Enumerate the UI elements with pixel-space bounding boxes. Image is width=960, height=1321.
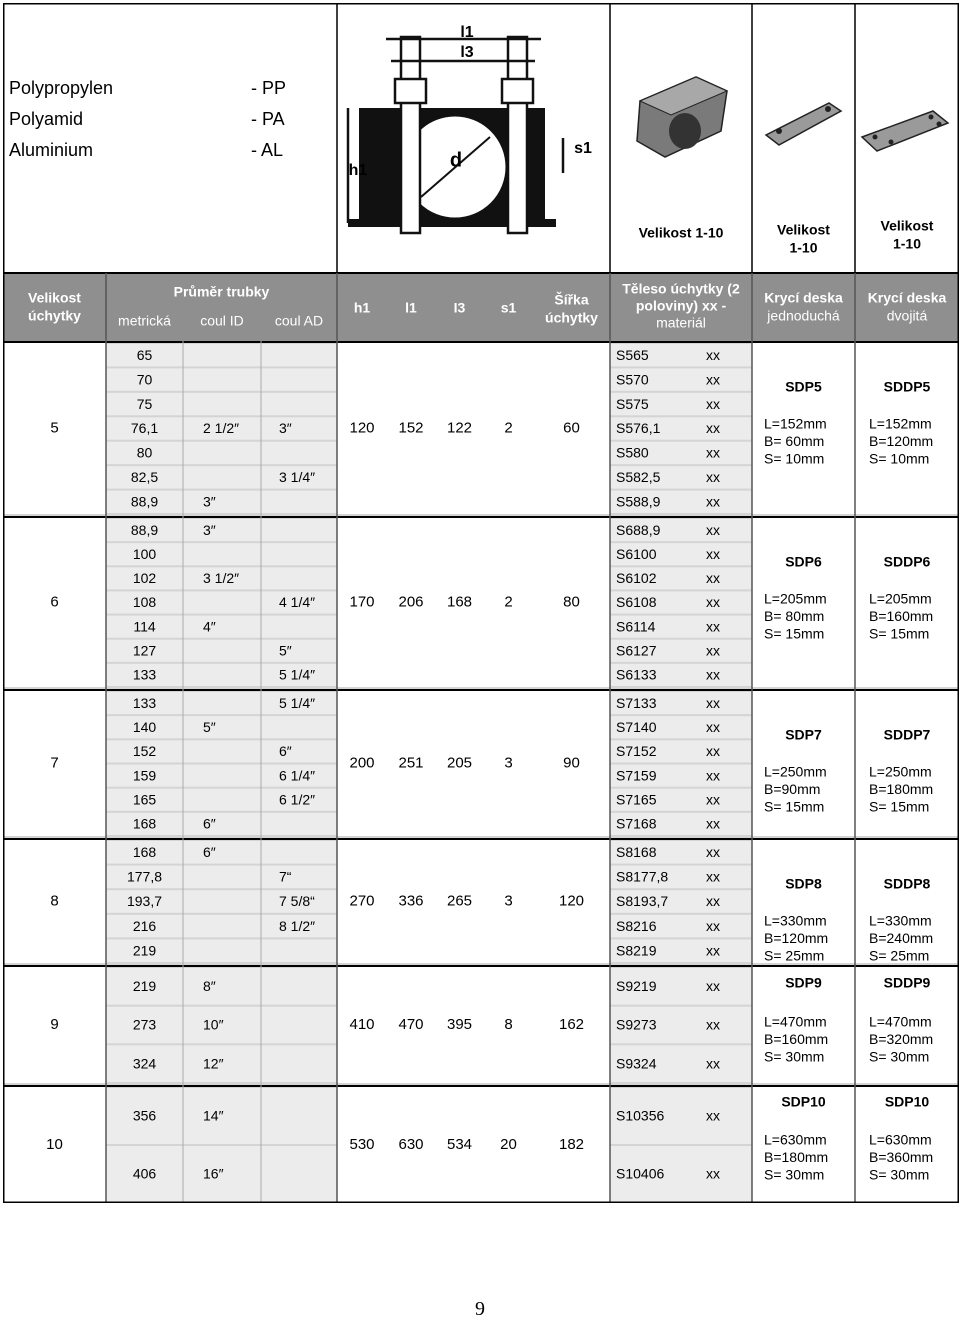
material-placeholder: xx [706,718,720,735]
header-body-line1: Těleso úchytky (2 [622,280,740,297]
single-plate-dimension: L=330mm [764,912,827,929]
material-placeholder: xx [706,694,720,711]
material-placeholder: xx [706,917,720,934]
body-code: S9219 [616,978,657,995]
clamp-bolt [401,37,420,233]
double-plate-code: SDDP8 [883,875,931,892]
metric-diameter: 168 [132,815,157,832]
metric-diameter: 168 [132,844,157,861]
material-placeholder: xx [706,978,720,995]
width-value: 120 [558,892,585,910]
inch-ad-cell [261,567,337,589]
size-range-double-line1: Velikost [880,217,934,234]
inch-id-value: 3″ [203,521,216,538]
header-double-plate-line1: Krycí deska [867,289,947,306]
header-body-line3: materiál [656,314,706,331]
diagram-label-h1: h1 [348,162,368,180]
inch-ad-cell [261,841,337,864]
metric-diameter: 219 [132,978,157,995]
s1-value: 2 [504,419,513,437]
material-placeholder: xx [706,844,720,861]
material-placeholder: xx [706,868,720,885]
size-range-body: Velikost 1-10 [638,224,724,241]
single-plate-dimension: B=90mm [764,781,821,798]
material-placeholder: xx [706,1016,720,1033]
material-placeholder: xx [706,493,720,510]
double-plate-dimension: S= 30mm [869,1048,930,1065]
metric-diameter: 100 [132,545,157,562]
inch-id-cell [183,442,261,464]
l3-value: 395 [446,1015,473,1033]
inch-id-value: 3 1/2″ [203,570,240,587]
diagram-label-l3: l3 [460,44,474,62]
body-code: S582,5 [616,469,661,486]
double-plate-dimension: B=160mm [869,608,934,625]
double-plate-dimension: B=320mm [869,1031,934,1048]
single-plate-dimension: L=152mm [764,415,827,432]
body-code: S7152 [616,743,657,760]
inch-id-value: 3″ [203,493,216,510]
inch-id-value: 10″ [203,1016,224,1033]
inch-ad-cell [261,968,337,1005]
header-size-line2: úchytky [28,307,81,324]
double-plate-dimension: B=360mm [869,1149,934,1166]
inch-id-cell [183,866,261,889]
inch-id-value: 6″ [203,844,216,861]
clamp-bolt [508,37,527,233]
h1-value: 200 [349,754,375,772]
inch-ad-value: 8 1/2″ [279,917,316,934]
body-code: S9324 [616,1055,657,1072]
header-size-line1: Velikost [28,289,81,306]
bolt-head [502,79,533,103]
double-plate-code: SDDP9 [883,974,931,991]
double-plate-dimension: L=330mm [869,912,932,929]
header-inch-id: coul ID [200,312,244,329]
single-plate-dimension: L=470mm [764,1013,827,1030]
body-code: S575 [616,395,649,412]
inch-ad-cell [261,368,337,390]
double-plate-code: SDDP5 [883,378,931,395]
metric-diameter: 70 [136,371,153,388]
inch-id-cell [183,664,261,686]
width-value: 90 [563,754,580,772]
inch-id-value: 6″ [203,815,216,832]
single-plate-code: SDP9 [785,974,822,991]
material-placeholder: xx [706,371,720,388]
body-code: S8219 [616,942,657,959]
body-code: S570 [616,371,649,388]
inch-id-cell [183,692,261,714]
header-single-plate-line1: Krycí deska [764,289,843,306]
inch-id-cell [183,368,261,390]
inch-id-value: 16″ [203,1165,224,1182]
material-placeholder: xx [706,618,720,635]
body-code: S6102 [616,570,657,587]
metric-diameter: 114 [133,618,156,635]
body-code: S8168 [616,844,657,861]
inch-id-value: 8″ [203,978,216,995]
inch-ad-cell [261,640,337,662]
header-width-line1: Šířka [554,291,589,308]
size-value: 10 [46,1135,63,1153]
s1-value: 20 [500,1135,517,1153]
header-metric: metrická [118,312,171,329]
body-code: S6100 [616,545,657,562]
header-body-line2: poloviny) xx - [635,297,727,314]
inch-id-cell [183,841,261,864]
body-code: S7133 [616,694,657,711]
inch-ad-cell [261,393,337,415]
double-plate-code: SDP10 [884,1093,930,1110]
single-plate-code: SDP8 [785,875,822,892]
material-placeholder: xx [706,420,720,437]
single-plate-dimension: B=180mm [764,1149,829,1166]
header-pipe-diameter: Průměr trubky [173,283,270,300]
material-code: - PA [251,108,285,129]
plate-hole [825,106,831,112]
diagram-label-s1: s1 [574,140,592,158]
body-code: S6133 [616,666,657,683]
metric-diameter: 102 [132,570,157,587]
l1-value: 470 [398,1015,424,1033]
inch-ad-cell [261,519,337,541]
inch-id-cell [183,466,261,488]
material-placeholder: xx [706,743,720,760]
header-double-plate-line2: dvojitá [886,307,928,324]
metric-diameter: 108 [132,594,157,611]
metric-diameter: 76,1 [130,420,159,437]
body-code: S7168 [616,815,657,832]
body-code: S10406 [616,1165,665,1182]
inch-id-value: 14″ [203,1107,224,1124]
inch-ad-cell [261,543,337,565]
body-code: S576,1 [616,420,661,437]
double-plate-dimension: S= 15mm [869,798,930,815]
material-placeholder: xx [706,666,720,683]
width-value: 80 [563,593,580,611]
inch-id-cell [183,915,261,938]
double-plate-dimension: B=120mm [869,433,934,450]
inch-ad-cell [261,1045,337,1082]
single-plate-dimension: S= 10mm [764,450,825,467]
inch-ad-cell [261,491,337,513]
s1-value: 3 [504,754,513,772]
body-code: S7159 [616,767,657,784]
body-code: S7140 [616,718,657,735]
material-placeholder: xx [706,545,720,562]
double-plate-dimension: B=180mm [869,781,934,798]
header-h1: h1 [353,299,371,316]
inch-ad-value: 3″ [279,420,292,437]
double-plate-dimension: L=470mm [869,1013,932,1030]
plate-hole [889,140,894,145]
materials-panel [3,3,337,273]
metric-diameter: 152 [132,743,157,760]
l3-value: 205 [446,754,473,772]
inch-ad-cell [261,344,337,366]
single-plate-code: SDP6 [785,553,822,570]
material-placeholder: xx [706,346,720,363]
single-plate-dimension: B= 60mm [764,433,825,450]
l3-value: 122 [446,419,473,437]
metric-diameter: 216 [132,917,157,934]
inch-ad-value: 4 1/4″ [279,594,316,611]
single-plate-code: SDP10 [781,1093,826,1110]
single-plate-dimension: S= 25mm [764,947,825,964]
metric-diameter: 159 [132,767,157,784]
inch-id-cell [183,640,261,662]
inch-ad-value: 5 1/4″ [279,666,316,683]
single-plate-dimension: S= 15mm [764,625,825,642]
inch-ad-cell [261,417,337,439]
l3-value: 265 [446,892,473,910]
inch-ad-cell [261,716,337,738]
s1-value: 3 [504,892,513,910]
body-code: S6108 [616,594,657,611]
metric-diameter: 219 [132,942,157,959]
metric-diameter: 177,8 [126,868,163,885]
size-value: 7 [50,754,59,772]
inch-ad-cell [261,939,337,962]
l3-value: 168 [446,593,473,611]
inch-id-cell [183,789,261,811]
material-placeholder: xx [706,1055,720,1072]
diagram-label-l1: l1 [460,24,474,42]
body-code: S8177,8 [616,868,669,885]
product-table-sheet [3,3,959,1203]
bolt-head [395,79,426,103]
inch-ad-cell [261,813,337,835]
inch-id-cell [183,616,261,638]
inch-id-cell [183,491,261,513]
metric-diameter: 356 [132,1107,157,1124]
single-plate-dimension: S= 30mm [764,1048,825,1065]
inch-ad-value: 6 1/2″ [279,791,316,808]
single-plate-dimension: S= 15mm [764,798,825,815]
double-plate-code: SDDP7 [883,726,931,743]
inch-id-cell [183,543,261,565]
double-plate-dimension: S= 10mm [869,450,930,467]
double-plate-dimension: S= 25mm [869,947,930,964]
double-plate-dimension: L=630mm [869,1131,932,1148]
metric-diameter: 193,7 [126,893,163,910]
inch-id-value: 12″ [203,1055,224,1072]
l1-value: 630 [398,1135,424,1153]
material-name: Aluminium [9,139,94,160]
body-code: S10356 [616,1107,665,1124]
material-placeholder: xx [706,942,720,959]
header-single-plate-line2: jednoduchá [767,307,840,324]
l1-value: 206 [398,593,424,611]
inch-id-cell [183,591,261,613]
size-value: 8 [50,892,59,910]
metric-diameter: 75 [136,395,153,412]
size-value: 6 [50,593,59,611]
single-plate-dimension: L=205mm [764,590,827,607]
material-code: - AL [251,139,284,160]
s1-value: 8 [504,1015,513,1033]
inch-id-cell [183,519,261,541]
material-placeholder: xx [706,521,720,538]
inch-id-cell [183,716,261,738]
body-code: S6114 [616,618,656,635]
inch-ad-cell [261,442,337,464]
width-value: 162 [558,1015,585,1033]
header-s1: s1 [500,299,517,316]
l3-value: 534 [446,1135,473,1153]
single-plate-dimension: B=160mm [764,1031,829,1048]
inch-id-value: 2 1/2″ [203,420,240,437]
body-code: S580 [616,444,649,461]
size-value: 9 [50,1015,59,1033]
single-plate-dimension: L=630mm [764,1131,827,1148]
double-plate-dimension: B=240mm [869,930,934,947]
body-code: S6127 [616,642,657,659]
double-plate-dimension: S= 30mm [869,1166,930,1183]
h1-value: 410 [349,1015,375,1033]
inch-id-cell [183,740,261,762]
header-inch-ad: coul AD [274,312,324,329]
material-placeholder: xx [706,469,720,486]
size-value: 5 [50,419,59,437]
clamp-dimension-table [3,3,959,1203]
size-range-single-line1: Velikost [777,221,830,238]
h1-value: 530 [349,1135,375,1153]
body-code: S588,9 [616,493,661,510]
inch-ad-cell [261,866,337,889]
metric-diameter: 324 [132,1055,157,1072]
single-plate-dimension: L=250mm [764,763,827,780]
single-plate-dimension: B=120mm [764,930,829,947]
inch-id-cell [183,765,261,787]
material-name: Polyamid [9,108,84,129]
metric-diameter: 127 [132,642,157,659]
clamp-body-hole [669,113,701,149]
double-plate-dimension: L=250mm [869,763,932,780]
body-code: S8193,7 [616,893,669,910]
body-code: S8216 [616,917,657,934]
double-plate-code: SDDP6 [883,553,931,570]
single-plate-dimension: S= 30mm [764,1166,825,1183]
single-plate-code: SDP7 [785,726,822,743]
material-placeholder: xx [706,791,720,808]
header-l1: l1 [405,299,417,316]
h1-value: 270 [349,892,375,910]
body-code: S688,9 [616,521,661,538]
material-placeholder: xx [706,570,720,587]
material-code: - PP [251,77,287,98]
inch-ad-value: 7“ [279,868,292,885]
plate-hole [929,115,934,120]
header-l3: I3 [453,299,466,316]
size-range-single-line2: 1-10 [789,239,818,256]
l1-value: 152 [398,419,424,437]
s1-value: 2 [504,593,513,611]
material-placeholder: xx [706,1107,720,1124]
material-placeholder: xx [706,444,720,461]
width-value: 182 [558,1135,585,1153]
inch-ad-value: 5 1/4″ [279,694,316,711]
plate-hole [873,135,878,140]
double-plate-dimension: L=205mm [869,590,932,607]
inch-ad-cell [261,1088,337,1144]
material-placeholder: xx [706,815,720,832]
inch-id-value: 5″ [203,718,216,735]
metric-diameter: 406 [132,1165,157,1182]
single-plate-dimension: B= 80mm [764,608,825,625]
metric-diameter: 80 [136,444,153,461]
diagram-label-d: d [449,149,463,172]
material-name: Polypropylen [9,77,114,98]
metric-diameter: 88,9 [130,521,159,538]
inch-id-cell [183,890,261,913]
width-value: 60 [563,419,580,437]
inch-ad-cell [261,1007,337,1044]
material-placeholder: xx [706,1165,720,1182]
inch-id-cell [183,939,261,962]
l1-value: 336 [398,892,424,910]
metric-diameter: 165 [132,791,157,808]
material-placeholder: xx [706,893,720,910]
double-plate-dimension: S= 15mm [869,625,930,642]
h1-value: 120 [349,419,375,437]
page-number: 9 [475,1298,485,1320]
inch-id-cell [183,813,261,835]
inch-ad-value: 6″ [279,743,292,760]
plate-hole [937,122,942,127]
inch-ad-value: 3 1/4″ [279,469,316,486]
material-placeholder: xx [706,594,720,611]
inch-id-cell [183,393,261,415]
inch-ad-cell [261,616,337,638]
inch-id-cell [183,344,261,366]
metric-diameter: 65 [136,346,153,363]
inch-id-cell [183,968,261,1005]
metric-diameter: 82,5 [130,469,159,486]
metric-diameter: 133 [132,694,157,711]
double-plate-dimension: L=152mm [869,415,932,432]
l1-value: 251 [398,754,424,772]
metric-diameter: 88,9 [130,493,159,510]
inch-ad-cell [261,1146,337,1202]
single-plate-code: SDP5 [785,378,822,395]
inch-id-value: 4″ [203,618,216,635]
material-placeholder: xx [706,395,720,412]
h1-value: 170 [349,593,375,611]
inch-ad-cell [261,740,337,762]
size-range-double-line2: 1-10 [892,235,922,252]
inch-ad-value: 6 1/4″ [279,767,316,784]
metric-diameter: 133 [132,666,157,683]
inch-ad-value: 5″ [279,642,292,659]
body-code: S565 [616,346,649,363]
body-code: S9273 [616,1016,657,1033]
material-placeholder: xx [706,767,720,784]
header-width-line2: úchytky [545,309,598,326]
body-code: S7165 [616,791,657,808]
metric-diameter: 140 [132,718,157,735]
plate-hole [776,128,782,134]
inch-ad-value: 7 5/8“ [279,893,315,910]
metric-diameter: 273 [132,1016,157,1033]
material-placeholder: xx [706,642,720,659]
